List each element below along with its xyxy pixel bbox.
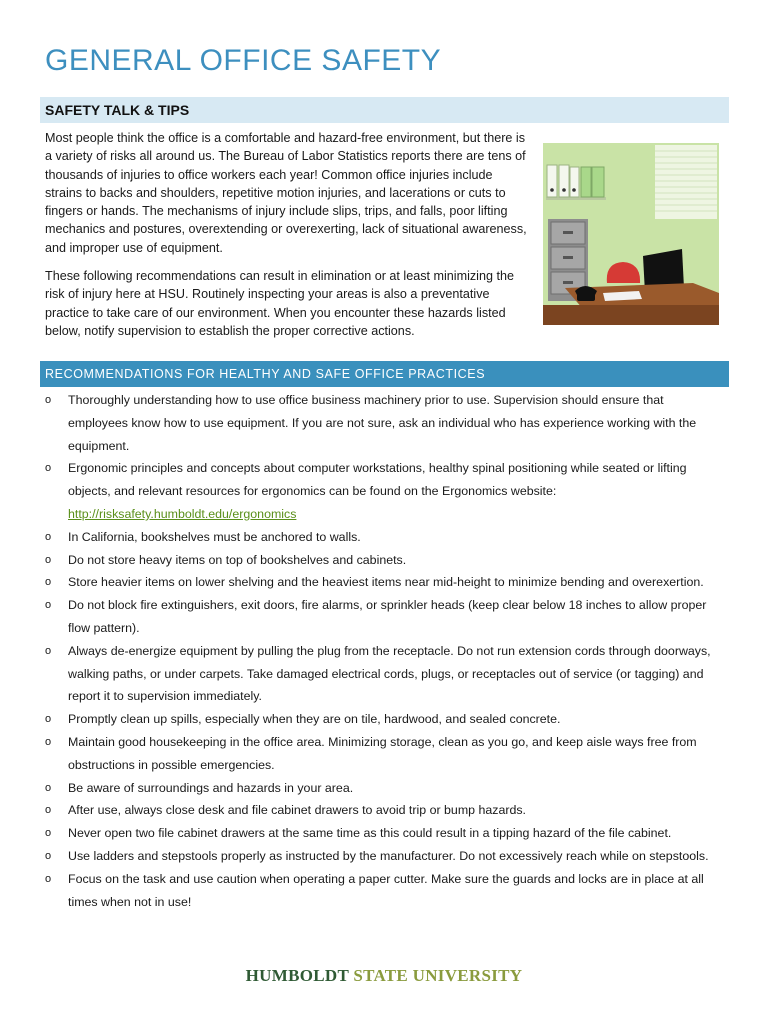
- list-item: [45, 731, 725, 777]
- bullet-icon: o: [45, 872, 52, 885]
- list-item: [45, 549, 725, 572]
- list-item: [45, 845, 725, 868]
- list-item-text: Do not store heavy items on top of bookshelves and cabinets.: [68, 552, 407, 567]
- list-item-text: Ergonomic principles and concepts about computer workstations, healthy spinal positioning while seated or lifting objects, and relevant resources for ergonomics can be found on the Ergonomics website:: [68, 461, 687, 499]
- bullet-icon: o: [45, 804, 52, 817]
- footer-logo-humboldt: HUMBOLDT: [245, 966, 349, 985]
- section-heading-recommendations: RECOMMENDATIONS FOR HEALTHY AND SAFE OFFICE PRACTICES: [40, 361, 729, 387]
- office-illustration: [543, 143, 719, 325]
- list-item-text: Do not block fire extinguishers, exit doors, fire alarms, or sprinkler heads (keep clear below 18 inches to allow proper flow pattern).: [68, 598, 707, 635]
- page-title: GENERAL OFFICE SAFETY: [45, 44, 442, 77]
- intro-text: [45, 129, 530, 350]
- list-item: [45, 526, 725, 549]
- footer-logo: [0, 966, 768, 986]
- list-item: [45, 457, 725, 525]
- list-item-text: In California, bookshelves must be anchored to walls.: [68, 529, 361, 544]
- bullet-icon: o: [45, 553, 52, 566]
- bullet-icon: o: [45, 394, 52, 406]
- list-item: [45, 594, 725, 640]
- ergonomics-link[interactable]: http://risksafety.humboldt.edu/ergonomics: [68, 506, 297, 521]
- list-item-text: Promptly clean up spills, especially when they are on tile, hardwood, and sealed concrete.: [68, 712, 561, 727]
- list-item: [45, 822, 725, 845]
- window-blinds-icon: [655, 145, 717, 219]
- bullet-icon: o: [45, 713, 52, 726]
- bullet-icon: o: [45, 781, 52, 794]
- list-item-text: Be aware of surroundings and hazards in your area.: [68, 780, 354, 795]
- intro-paragraph: Most people think the office is a comfortable and hazard-free environment, but there is a variety of risks all around us. The Bureau of Labor Statistics reports there are tens of thousands of injuries to office workers each year! Common office injuries include strains to backs and shoulders, repetitive motion injuries, and lacerations or cuts to fingers or hands. The mechanisms of injury include slips, trips, and falls, poor lifting mechanics and postures, overextending or overexerting, lack of situational awareness, and improper use of equipment.: [45, 131, 527, 255]
- list-item: [45, 389, 725, 457]
- bullet-icon: o: [45, 849, 52, 862]
- binders-icon: [546, 165, 606, 200]
- list-item: [45, 708, 725, 731]
- list-item-text: Maintain good housekeeping in the office area. Minimizing storage, clean as you go, and keep aisle ways free from obstructions in possible emergencies.: [68, 734, 697, 772]
- list-item: [45, 571, 725, 594]
- recommendations-list: [45, 389, 725, 913]
- list-item: [45, 777, 725, 800]
- list-item-text: Store heavier items on lower shelving and the heaviest items near mid-height to minimize bending and overexertion.: [68, 575, 704, 590]
- intro-paragraph: These following recommendations can result in elimination or at least minimizing the risk of injury here at HSU. Routinely inspecting your areas is also a preventative practice to take care of our environment. When you encounter these hazards listed below, notify supervision to establish the proper corrective actions.: [45, 269, 514, 338]
- bullet-icon: o: [45, 644, 52, 657]
- bullet-icon: o: [45, 827, 52, 840]
- list-item-text: Focus on the task and use caution when operating a paper cutter. Make sure the guards and locks are in place at all times when not in use!: [68, 871, 704, 909]
- list-item: [45, 868, 725, 914]
- list-item: [45, 799, 725, 822]
- list-item: [45, 640, 725, 708]
- list-item-text: Thoroughly understanding how to use office business machinery prior to use. Supervision should ensure that employees know how to use equipment. If you are not sure, ask an individual who has experience working with the equipment.: [68, 393, 697, 453]
- bullet-icon: o: [45, 576, 52, 589]
- list-item-text: Use ladders and stepstools properly as instructed by the manufacturer. Do not excessively reach while on stepstools.: [68, 848, 709, 863]
- list-item-text: After use, always close desk and file cabinet drawers to avoid trip or bump hazards.: [68, 803, 526, 818]
- bullet-icon: o: [45, 599, 52, 612]
- section-heading-safety-talk: SAFETY TALK & TIPS: [40, 97, 729, 123]
- list-item-text: Never open two file cabinet drawers at the same time as this could result in a tipping hazard of the file cabinet.: [68, 826, 672, 841]
- bullet-icon: o: [45, 735, 52, 748]
- list-item-text: Always de-energize equipment by pulling the plug from the receptacle. Do not run extension cords through doorways, walking paths, or under carpets. Take damaged electrical cords, plugs, or receptacles out of service (or tagging) and report it to supervision immediately.: [68, 643, 711, 704]
- bullet-icon: o: [45, 530, 52, 543]
- footer-logo-state-university: STATE UNIVERSITY: [353, 966, 523, 985]
- bullet-icon: o: [45, 462, 52, 475]
